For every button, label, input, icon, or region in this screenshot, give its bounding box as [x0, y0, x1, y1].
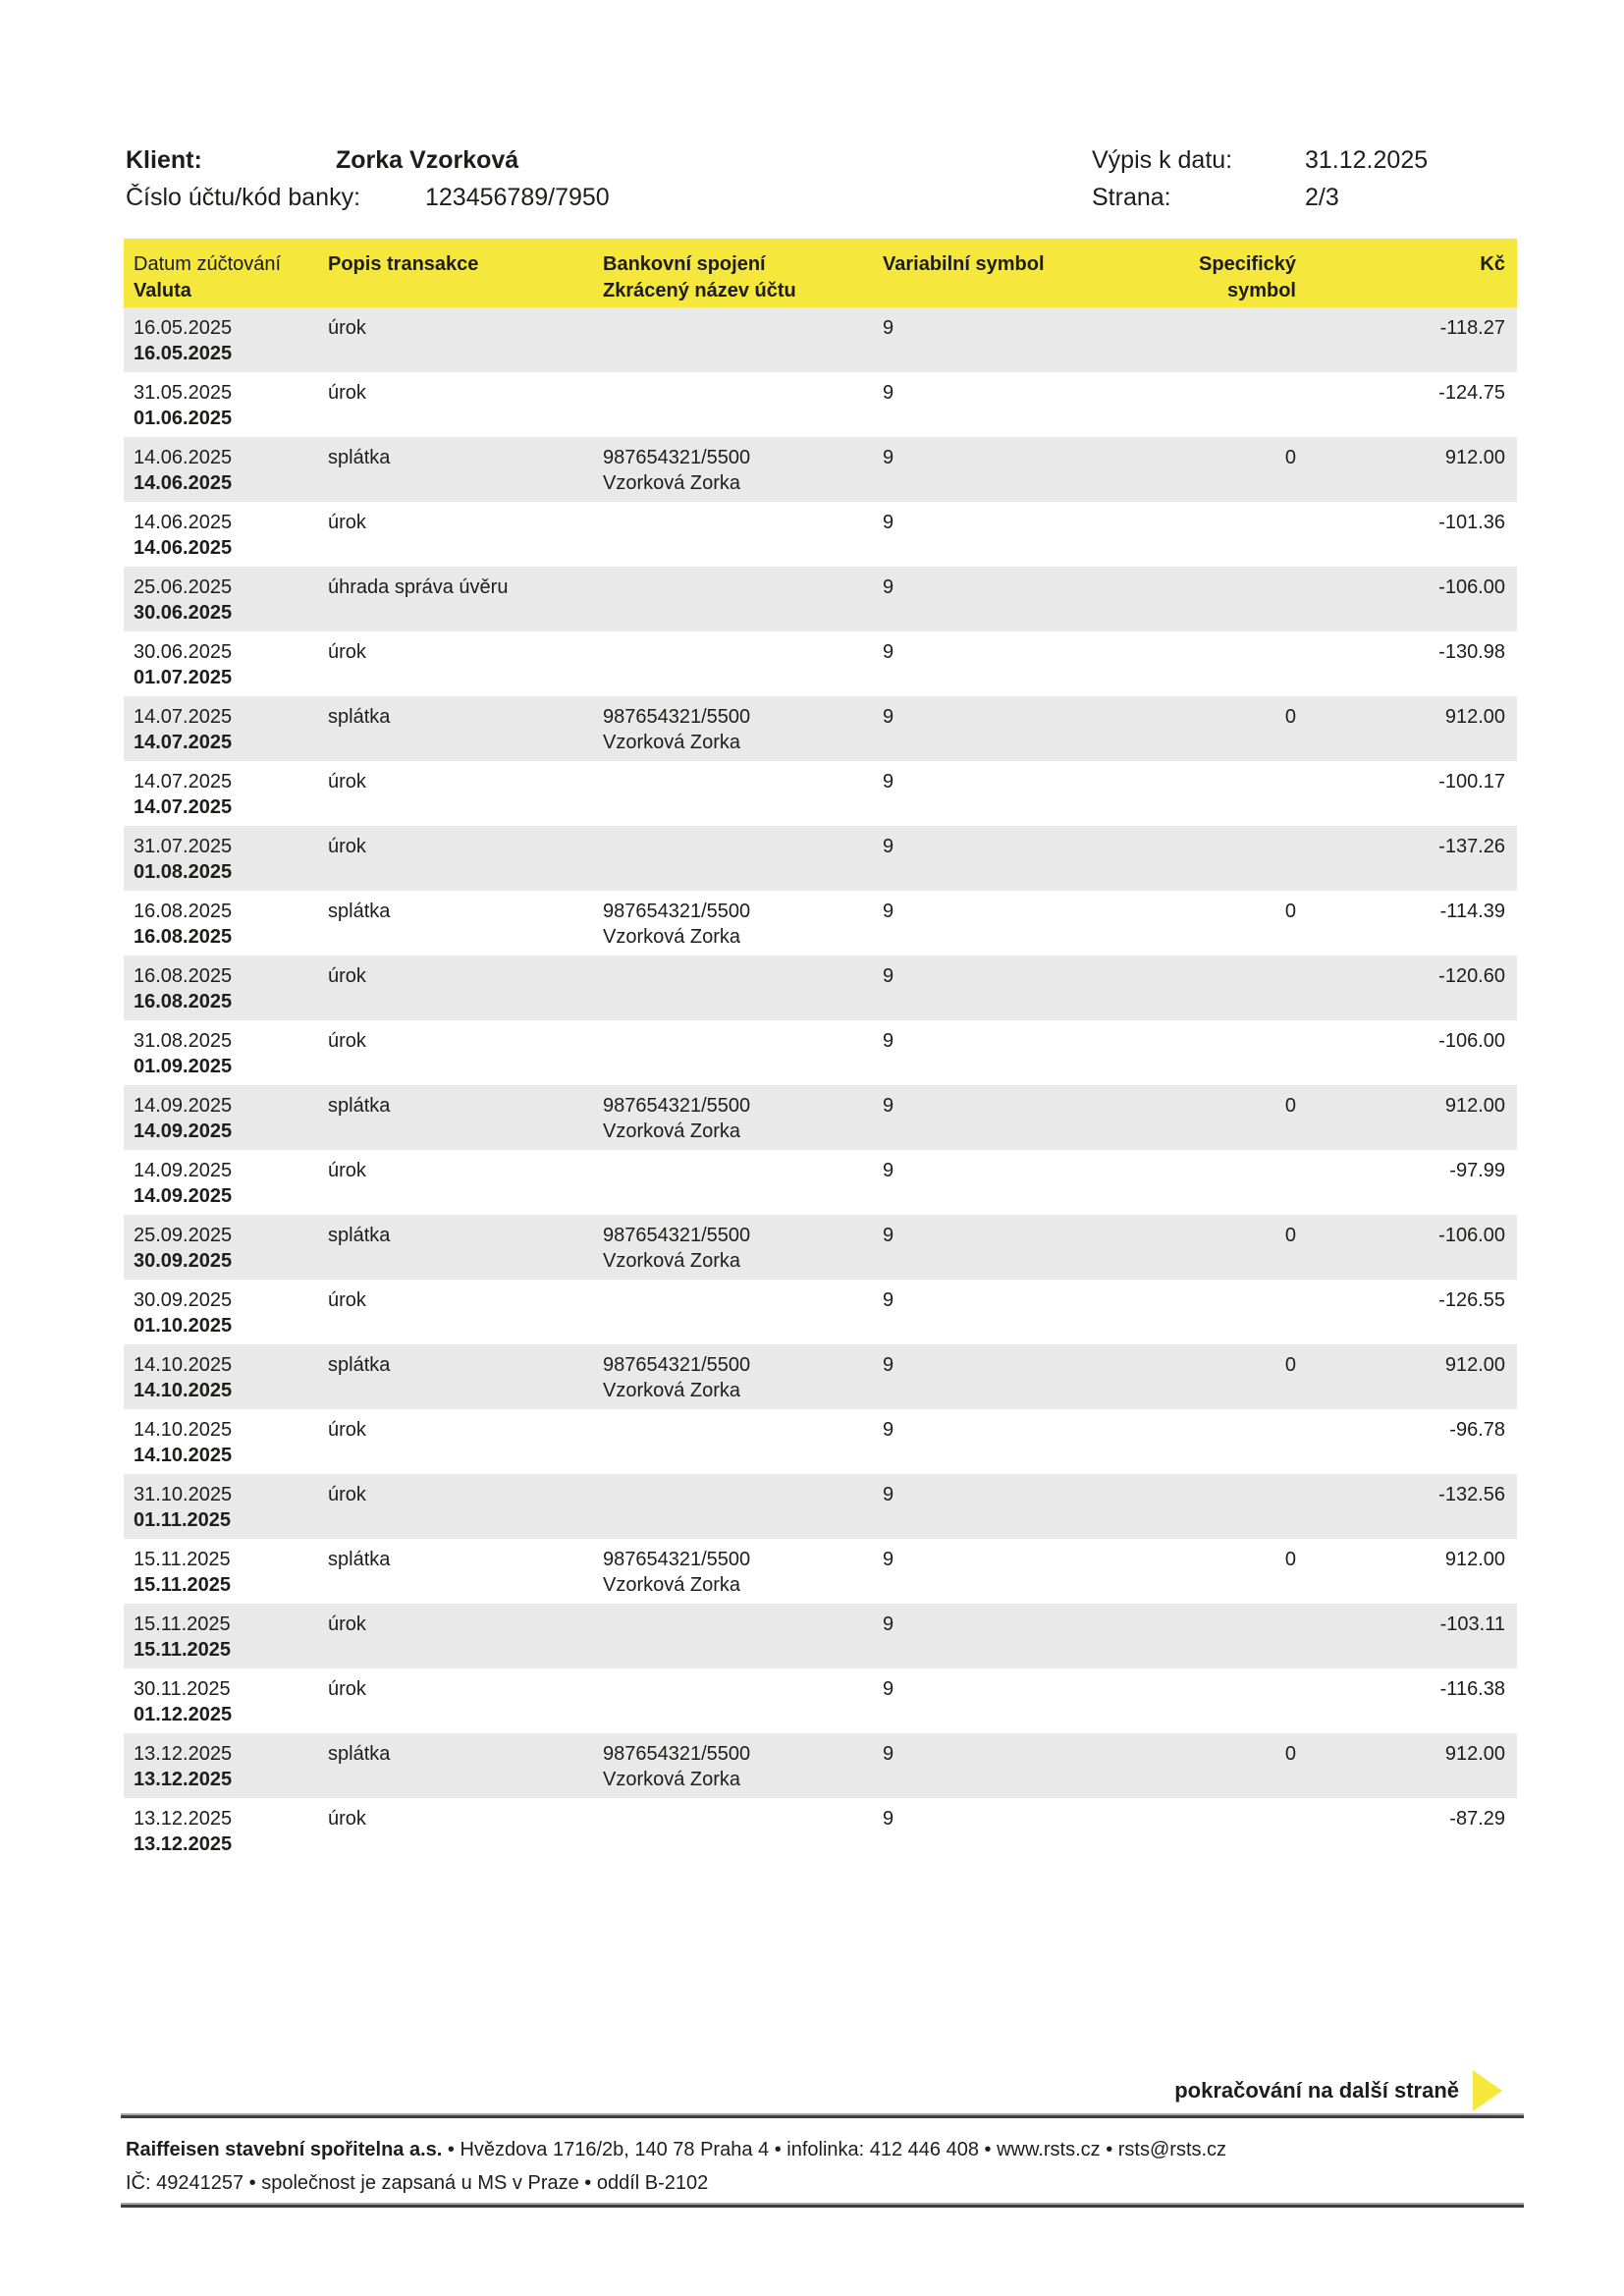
date-cell	[124, 1798, 318, 1857]
amount-cell: -120.60	[1438, 965, 1505, 987]
description-cell: splátka	[328, 1095, 391, 1117]
booking-date: 31.05.2025	[134, 382, 233, 404]
date-cell	[124, 696, 318, 755]
valuta-date: 30.09.2025	[134, 1250, 233, 1272]
variable-symbol-cell: 9	[883, 1678, 894, 1700]
description-cell: úrok	[328, 317, 366, 339]
variable-symbol-cell: 9	[883, 1354, 894, 1376]
page-number-value: 2/3	[1305, 184, 1339, 211]
statement-date-label: Výpis k datu:	[1092, 146, 1233, 174]
valuta-date: 16.08.2025	[134, 926, 233, 948]
bank-cell	[593, 1215, 873, 1274]
transaction-row	[124, 956, 1517, 1020]
specific-symbol-cell	[1115, 631, 1296, 639]
specific-symbol-cell: 0	[1284, 1743, 1296, 1765]
col-header-date-line1: Datum zúčtování	[134, 253, 282, 275]
specific-symbol-cell: 0	[1284, 1354, 1296, 1376]
transaction-row	[124, 1409, 1517, 1474]
variable-symbol-cell: 9	[883, 771, 894, 793]
description-cell: úrok	[328, 1030, 366, 1052]
bank-account-name: Vzorková Zorka	[603, 1574, 741, 1596]
specific-symbol-cell: 0	[1284, 447, 1296, 468]
bank-account: 987654321/5500	[603, 1225, 751, 1246]
booking-date: 16.08.2025	[134, 901, 233, 922]
amount-cell: -114.39	[1439, 901, 1505, 922]
variable-symbol-cell: 9	[883, 576, 894, 598]
specific-symbol-cell	[1115, 372, 1296, 380]
bank-cell	[593, 1020, 873, 1028]
transaction-row	[124, 1733, 1517, 1798]
transaction-row	[124, 631, 1517, 696]
bank-cell	[593, 1604, 873, 1612]
specific-symbol-cell	[1115, 567, 1296, 574]
bank-account-name: Vzorková Zorka	[603, 472, 741, 494]
variable-symbol-cell: 9	[883, 901, 894, 922]
booking-date: 14.09.2025	[134, 1095, 233, 1117]
date-cell	[124, 761, 318, 820]
continuation-notice	[1174, 2070, 1502, 2111]
description-cell: úrok	[328, 1419, 366, 1441]
continuation-text: pokračování na další straně	[1174, 2078, 1459, 2103]
variable-symbol-cell: 9	[883, 447, 894, 468]
transaction-row	[124, 1150, 1517, 1215]
date-cell	[124, 437, 318, 496]
variable-symbol-cell: 9	[883, 1225, 894, 1246]
specific-symbol-cell	[1115, 1668, 1296, 1676]
valuta-date: 14.09.2025	[134, 1185, 233, 1207]
col-header-variable-symbol: Variabilní symbol	[883, 253, 1045, 275]
transaction-row	[124, 696, 1517, 761]
transaction-row	[124, 1798, 1517, 1863]
bank-cell	[593, 696, 873, 755]
description-cell: splátka	[328, 447, 391, 468]
bank-cell	[593, 1474, 873, 1482]
variable-symbol-cell: 9	[883, 1808, 894, 1830]
description-cell: úrok	[328, 512, 366, 533]
transaction-row	[124, 1280, 1517, 1344]
valuta-date: 16.08.2025	[134, 991, 233, 1012]
specific-symbol-cell: 0	[1284, 1095, 1296, 1117]
bank-cell	[593, 1150, 873, 1158]
valuta-date: 14.09.2025	[134, 1121, 233, 1142]
date-cell	[124, 1215, 318, 1274]
amount-cell: -118.27	[1439, 317, 1505, 339]
valuta-date: 01.06.2025	[134, 408, 233, 429]
company-info-line	[126, 2139, 1226, 2161]
bank-cell	[593, 631, 873, 639]
amount-cell: 912.00	[1444, 706, 1505, 728]
valuta-date: 13.12.2025	[134, 1769, 233, 1790]
amount-cell: 912.00	[1444, 1549, 1505, 1570]
date-cell	[124, 1085, 318, 1144]
transaction-row	[124, 1215, 1517, 1280]
specific-symbol-cell	[1115, 1150, 1296, 1158]
client-name: Zorka Vzorková	[336, 146, 519, 174]
date-cell	[124, 956, 318, 1014]
description-cell: splátka	[328, 1549, 391, 1570]
specific-symbol-cell: 0	[1284, 1225, 1296, 1246]
date-cell	[124, 1280, 318, 1339]
transaction-row	[124, 502, 1517, 567]
date-cell	[124, 1150, 318, 1209]
bank-cell	[593, 956, 873, 963]
description-cell: úrok	[328, 641, 366, 663]
valuta-date: 14.06.2025	[134, 472, 233, 494]
variable-symbol-cell: 9	[883, 641, 894, 663]
valuta-date: 01.10.2025	[134, 1315, 233, 1337]
booking-date: 14.10.2025	[134, 1354, 233, 1376]
description-cell: úrok	[328, 836, 366, 857]
transaction-rows	[124, 307, 1517, 1863]
col-header-amount: Kč	[1480, 253, 1505, 275]
footer-divider-top	[121, 2113, 1524, 2118]
bank-account: 987654321/5500	[603, 1095, 751, 1117]
valuta-date: 14.10.2025	[134, 1445, 233, 1466]
variable-symbol-cell: 9	[883, 1419, 894, 1441]
bank-account: 987654321/5500	[603, 447, 751, 468]
booking-date: 15.11.2025	[134, 1613, 231, 1635]
col-header-valuta: Valuta	[134, 280, 191, 301]
booking-date: 14.07.2025	[134, 706, 233, 728]
variable-symbol-cell: 9	[883, 317, 894, 339]
amount-cell: -106.00	[1438, 576, 1505, 598]
transaction-row	[124, 1020, 1517, 1085]
description-cell: úrok	[328, 1160, 366, 1181]
transaction-row	[124, 1604, 1517, 1668]
company-contact: • Hvězdova 1716/2b, 140 78 Praha 4 • infolinka: 412 446 408 • www.rsts.cz • rsts@rsts.cz	[447, 2139, 1227, 2160]
description-cell: splátka	[328, 706, 391, 728]
description-cell: úrok	[328, 1289, 366, 1311]
variable-symbol-cell: 9	[883, 1484, 894, 1505]
bank-account-name: Vzorková Zorka	[603, 732, 741, 753]
description-cell: úrok	[328, 1613, 366, 1635]
bank-cell	[593, 1344, 873, 1403]
amount-cell: -87.29	[1449, 1808, 1505, 1830]
specific-symbol-cell: 0	[1284, 1549, 1296, 1570]
transaction-row	[124, 1668, 1517, 1733]
booking-date: 30.09.2025	[134, 1289, 233, 1311]
valuta-date: 14.06.2025	[134, 537, 233, 559]
bank-cell	[593, 567, 873, 574]
valuta-date: 01.11.2025	[134, 1509, 231, 1531]
valuta-date: 14.07.2025	[134, 796, 233, 818]
booking-date: 14.07.2025	[134, 771, 233, 793]
booking-date: 31.07.2025	[134, 836, 233, 857]
specific-symbol-cell	[1115, 1474, 1296, 1482]
transaction-row	[124, 567, 1517, 631]
footer-divider-bottom	[121, 2203, 1524, 2208]
transaction-row	[124, 307, 1517, 372]
description-cell: splátka	[328, 901, 391, 922]
description-cell: splátka	[328, 1354, 391, 1376]
booking-date: 14.06.2025	[134, 512, 233, 533]
valuta-date: 16.05.2025	[134, 343, 233, 364]
booking-date: 13.12.2025	[134, 1743, 233, 1765]
date-cell	[124, 502, 318, 561]
transaction-row	[124, 1085, 1517, 1150]
bank-cell	[593, 1409, 873, 1417]
specific-symbol-cell	[1115, 761, 1296, 769]
date-cell	[124, 1020, 318, 1079]
bank-account: 987654321/5500	[603, 706, 751, 728]
amount-cell: 912.00	[1444, 447, 1505, 468]
specific-symbol-cell	[1115, 1409, 1296, 1417]
page-number-label: Strana:	[1092, 184, 1171, 211]
amount-cell: -106.00	[1438, 1030, 1505, 1052]
valuta-date: 01.08.2025	[134, 861, 233, 883]
date-cell	[124, 826, 318, 885]
variable-symbol-cell: 9	[883, 706, 894, 728]
transaction-row	[124, 1344, 1517, 1409]
specific-symbol-cell: 0	[1284, 706, 1296, 728]
description-cell: úrok	[328, 382, 366, 404]
amount-cell: -137.26	[1438, 836, 1505, 857]
company-registration-line: IČ: 49241257 • společnost je zapsaná u MS v Praze • oddíl B-2102	[126, 2172, 709, 2194]
description-cell: úrok	[328, 965, 366, 987]
bank-cell	[593, 1280, 873, 1287]
variable-symbol-cell: 9	[883, 1160, 894, 1181]
variable-symbol-cell: 9	[883, 1549, 894, 1570]
booking-date: 16.08.2025	[134, 965, 233, 987]
date-cell	[124, 1409, 318, 1468]
booking-date: 31.08.2025	[134, 1030, 233, 1052]
bank-cell	[593, 826, 873, 834]
col-header-specific-symbol: Specifický symbol	[1199, 253, 1296, 301]
date-cell	[124, 891, 318, 950]
statement-date-value: 31.12.2025	[1305, 146, 1429, 174]
booking-date: 15.11.2025	[134, 1549, 231, 1570]
amount-cell: -130.98	[1438, 641, 1505, 663]
valuta-date: 30.06.2025	[134, 602, 233, 624]
date-cell	[124, 1474, 318, 1533]
variable-symbol-cell: 9	[883, 1743, 894, 1765]
booking-date: 25.09.2025	[134, 1225, 233, 1246]
bank-cell	[593, 761, 873, 769]
bank-cell	[593, 372, 873, 380]
booking-date: 13.12.2025	[134, 1808, 233, 1830]
valuta-date: 15.11.2025	[134, 1639, 231, 1661]
bank-cell	[593, 437, 873, 496]
amount-cell: -126.55	[1438, 1289, 1505, 1311]
variable-symbol-cell: 9	[883, 512, 894, 533]
description-cell: úrok	[328, 1484, 366, 1505]
bank-account: 987654321/5500	[603, 901, 751, 922]
date-cell	[124, 631, 318, 690]
description-cell: splátka	[328, 1743, 391, 1765]
specific-symbol-cell	[1115, 1020, 1296, 1028]
col-header-description: Popis transakce	[328, 253, 479, 275]
variable-symbol-cell: 9	[883, 1030, 894, 1052]
description-cell: úrok	[328, 771, 366, 793]
table-header-row	[124, 239, 1517, 307]
description-cell: úrok	[328, 1678, 366, 1700]
amount-cell: -132.56	[1438, 1484, 1505, 1505]
booking-date: 14.06.2025	[134, 447, 233, 468]
col-header-bank-line1: Bankovní spojení	[603, 253, 766, 275]
variable-symbol-cell: 9	[883, 836, 894, 857]
amount-cell: -124.75	[1438, 382, 1505, 404]
valuta-date: 01.09.2025	[134, 1056, 233, 1077]
col-header-date	[124, 239, 318, 304]
amount-cell: -97.99	[1449, 1160, 1505, 1181]
specific-symbol-cell	[1115, 1604, 1296, 1612]
transaction-row	[124, 437, 1517, 502]
specific-symbol-cell	[1115, 502, 1296, 510]
specific-symbol-cell	[1115, 826, 1296, 834]
bank-account-name: Vzorková Zorka	[603, 1769, 741, 1790]
variable-symbol-cell: 9	[883, 965, 894, 987]
transaction-row	[124, 1474, 1517, 1539]
valuta-date: 01.12.2025	[134, 1704, 233, 1725]
bank-account: 987654321/5500	[603, 1743, 751, 1765]
amount-cell: -106.00	[1438, 1225, 1505, 1246]
booking-date: 30.11.2025	[134, 1678, 231, 1700]
bank-cell	[593, 307, 873, 315]
transactions-table	[124, 239, 1517, 1863]
valuta-date: 14.10.2025	[134, 1380, 233, 1401]
description-cell: splátka	[328, 1225, 391, 1246]
specific-symbol-cell	[1115, 1280, 1296, 1287]
amount-cell: -116.38	[1439, 1678, 1505, 1700]
transaction-row	[124, 826, 1517, 891]
date-cell	[124, 567, 318, 626]
bank-cell	[593, 1798, 873, 1806]
variable-symbol-cell: 9	[883, 1095, 894, 1117]
booking-date: 31.10.2025	[134, 1484, 233, 1505]
bank-cell	[593, 1539, 873, 1598]
transaction-row	[124, 761, 1517, 826]
description-cell: úhrada správa úvěru	[328, 576, 509, 598]
date-cell	[124, 372, 318, 431]
specific-symbol-cell	[1115, 307, 1296, 315]
valuta-date: 14.07.2025	[134, 732, 233, 753]
amount-cell: 912.00	[1444, 1095, 1505, 1117]
date-cell	[124, 307, 318, 366]
booking-date: 30.06.2025	[134, 641, 233, 663]
bank-cell	[593, 502, 873, 510]
variable-symbol-cell: 9	[883, 1613, 894, 1635]
bank-cell	[593, 891, 873, 950]
amount-cell: -103.11	[1439, 1613, 1505, 1635]
booking-date: 14.09.2025	[134, 1160, 233, 1181]
date-cell	[124, 1668, 318, 1727]
right-triangle-icon	[1473, 2070, 1502, 2111]
amount-cell: 912.00	[1444, 1354, 1505, 1376]
date-cell	[124, 1604, 318, 1663]
bank-account-name: Vzorková Zorka	[603, 926, 741, 948]
account-number: 123456789/7950	[425, 184, 610, 211]
client-label: Klient:	[126, 146, 202, 174]
transaction-row	[124, 372, 1517, 437]
bank-cell	[593, 1668, 873, 1676]
bank-account-name: Vzorková Zorka	[603, 1121, 741, 1142]
bank-account-name: Vzorková Zorka	[603, 1380, 741, 1401]
company-name: Raiffeisen stavební spořitelna a.s.	[126, 2139, 443, 2160]
amount-cell: 912.00	[1444, 1743, 1505, 1765]
transaction-row	[124, 1539, 1517, 1604]
date-cell	[124, 1344, 318, 1403]
valuta-date: 13.12.2025	[134, 1833, 233, 1855]
valuta-date: 01.07.2025	[134, 667, 233, 688]
amount-cell: -96.78	[1449, 1419, 1505, 1441]
amount-cell: -100.17	[1438, 771, 1505, 793]
col-header-bank-line2: Zkrácený název účtu	[603, 280, 796, 301]
booking-date: 16.05.2025	[134, 317, 233, 339]
booking-date: 14.10.2025	[134, 1419, 233, 1441]
specific-symbol-cell	[1115, 1798, 1296, 1806]
transaction-row	[124, 891, 1517, 956]
specific-symbol-cell	[1115, 956, 1296, 963]
variable-symbol-cell: 9	[883, 382, 894, 404]
variable-symbol-cell: 9	[883, 1289, 894, 1311]
bank-cell	[593, 1733, 873, 1792]
bank-cell	[593, 1085, 873, 1144]
description-cell: úrok	[328, 1808, 366, 1830]
bank-account: 987654321/5500	[603, 1354, 751, 1376]
col-header-bank	[593, 239, 873, 304]
bank-account-name: Vzorková Zorka	[603, 1250, 741, 1272]
booking-date: 25.06.2025	[134, 576, 233, 598]
account-label: Číslo účtu/kód banky:	[126, 184, 361, 211]
date-cell	[124, 1539, 318, 1598]
date-cell	[124, 1733, 318, 1792]
valuta-date: 15.11.2025	[134, 1574, 231, 1596]
amount-cell: -101.36	[1438, 512, 1505, 533]
bank-account: 987654321/5500	[603, 1549, 751, 1570]
specific-symbol-cell: 0	[1284, 901, 1296, 922]
